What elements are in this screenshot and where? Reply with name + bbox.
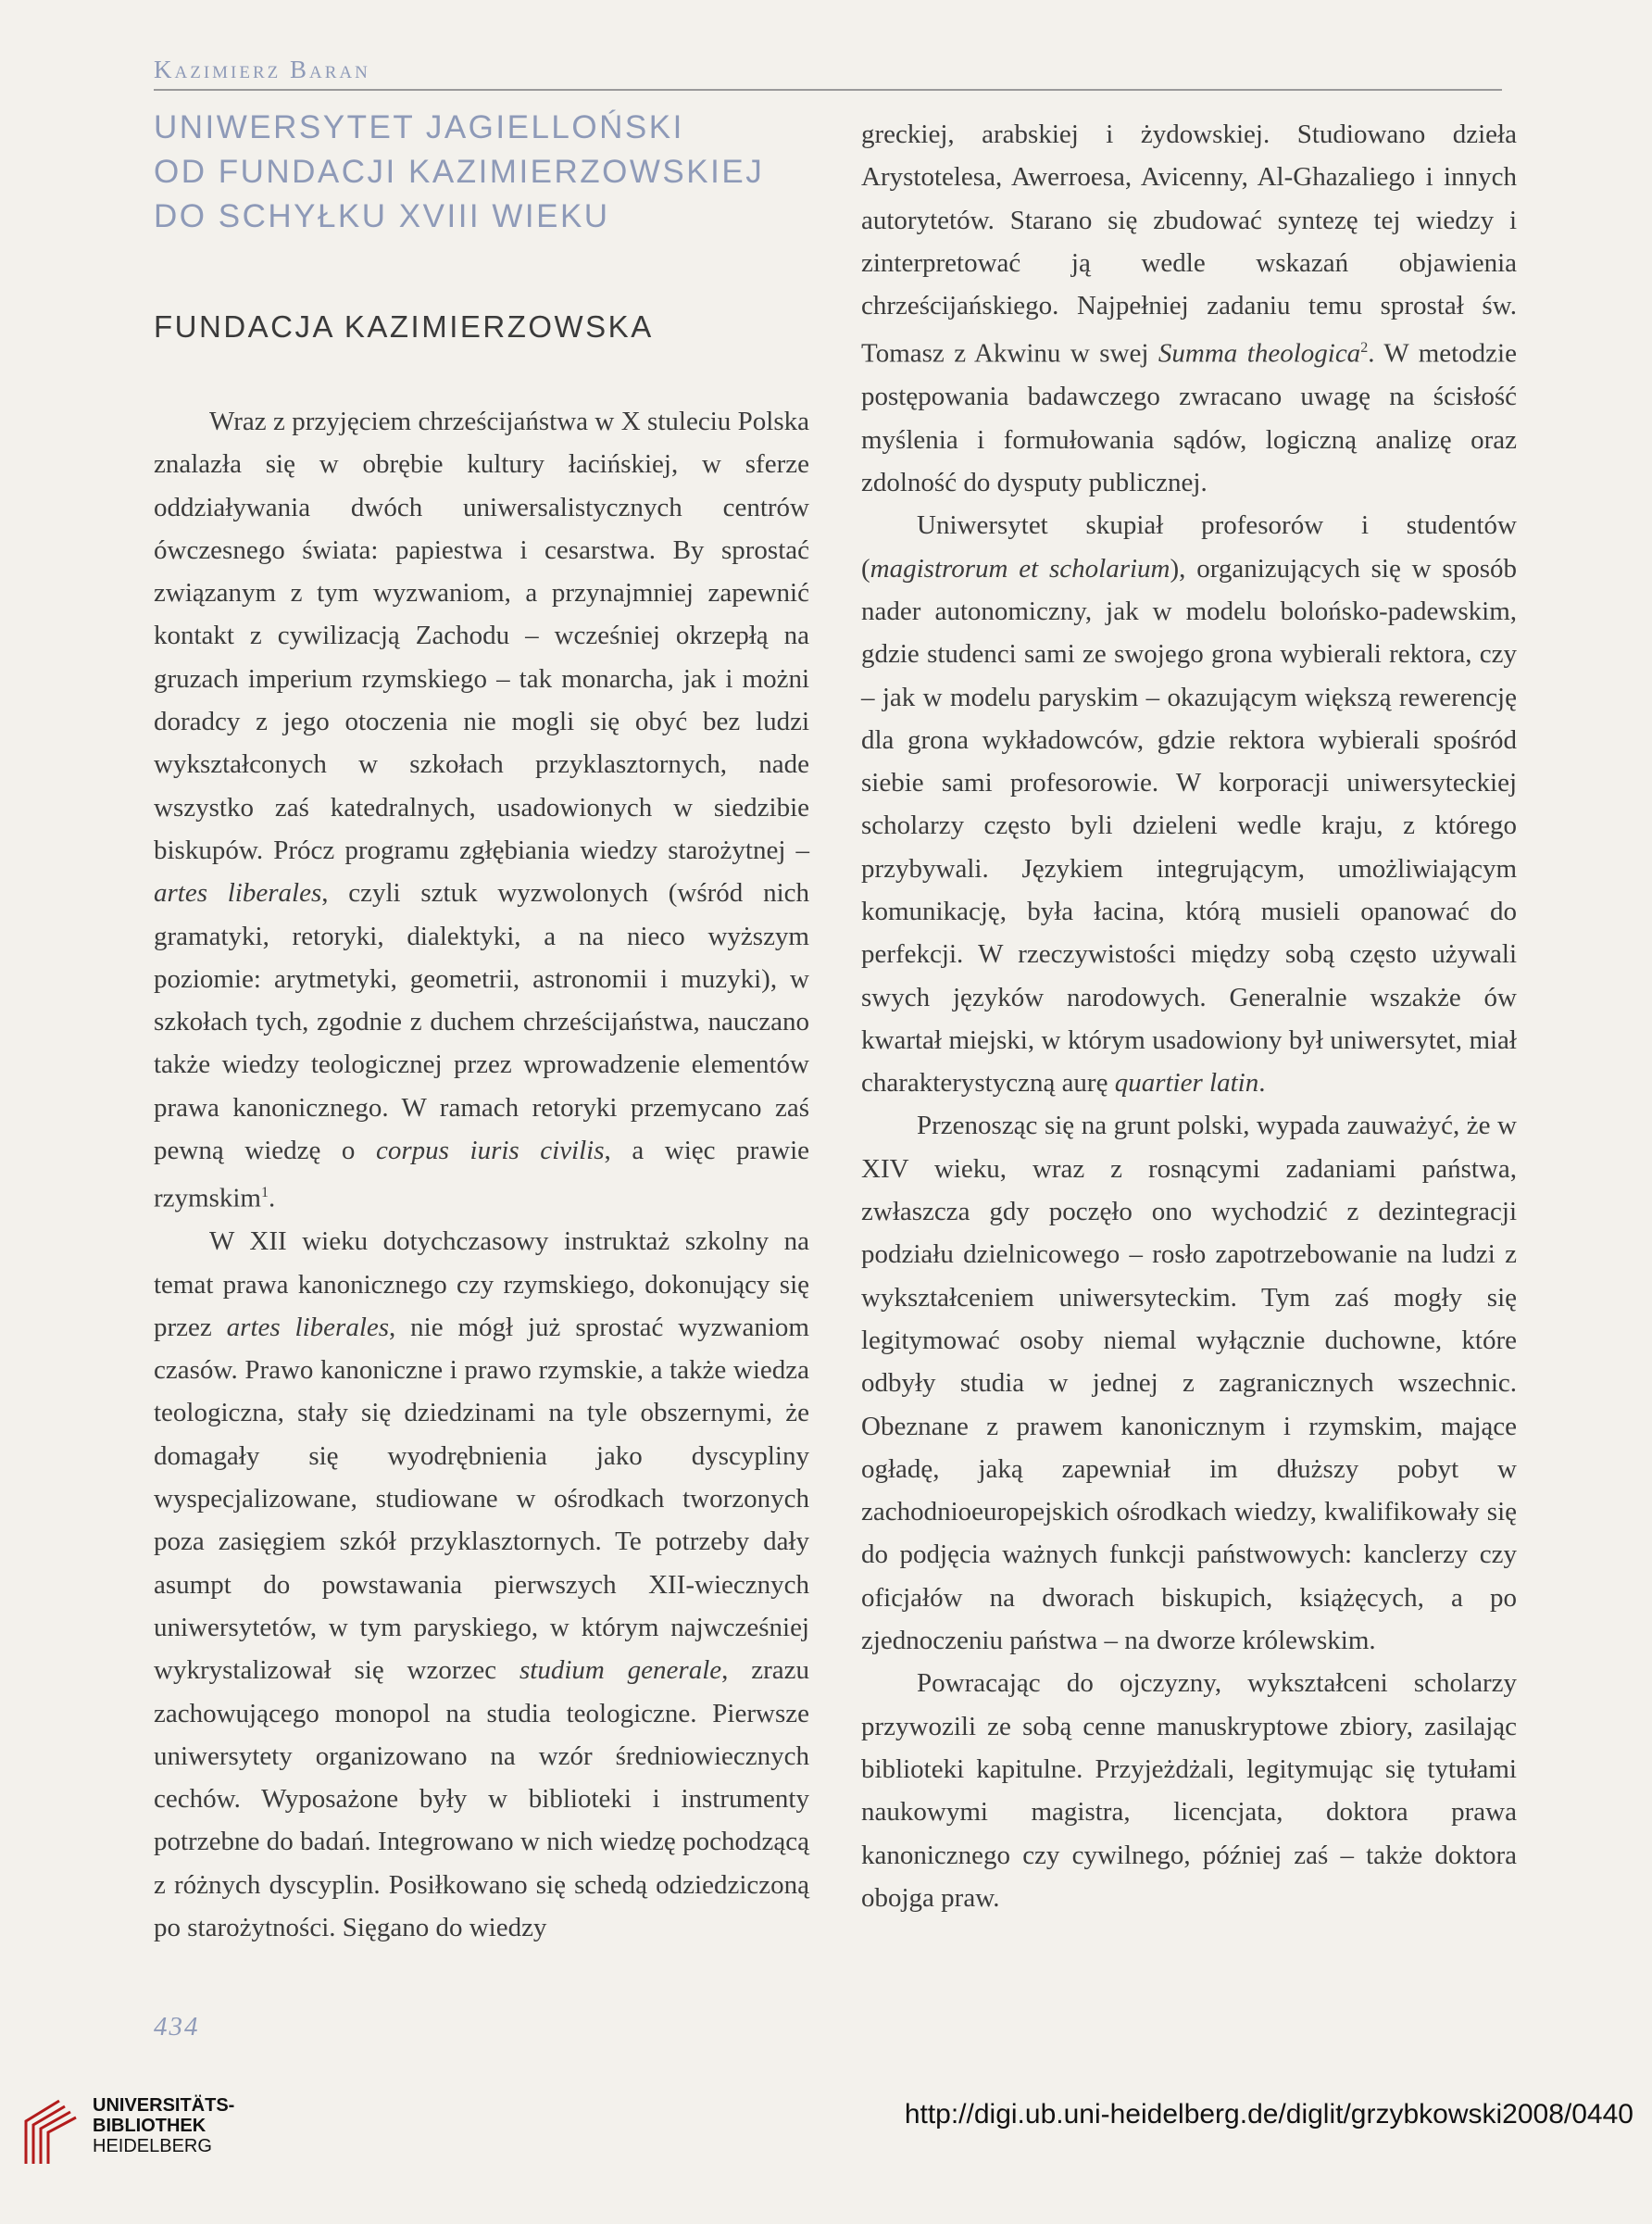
chapter-title bbox=[154, 98, 809, 239]
right-column bbox=[861, 98, 1517, 1919]
library-name bbox=[93, 2095, 234, 2156]
chapter-title-line: DO SCHYŁKU XVIII WIEKU bbox=[154, 198, 610, 234]
library-name-line: HEIDELBERG bbox=[93, 2136, 212, 2156]
running-head: Kazimierz Baran bbox=[154, 56, 370, 83]
paragraph: W XII wieku dotychczasowy instruktaż szkolny na temat prawa kanonicznego czy rzymskiego, dokonujący się przez artes liberales, nie mógł już sprostać wyzwaniom czasów. Prawo kanoniczne i prawo rzymskie, a także wiedza teologiczna, stały się dziedzinami na tyle obszernymi, że domagały się wyodrębnienia jako dyscypliny wyspecjalizowane, studiowane w ośrodkach tworzonych poza zasięgiem szkół przyklasztornych. Te potrzeby dały asumpt do powstawania pierwszych XII-wiecznych uniwersytetów, w tym paryskiego, w którym najwcześniej wykrystalizował się wzorzec studium generale, zrazu zachowującego monopol na studia teologiczne. Pierwsze uniwersytety organizowano na wzór średniowiecznych cechów. Wyposażone były w biblioteki i instrumenty potrzebne do badań. Integrowano w nich wiedzę pochodzącą z różnych dyscyplin. Posiłkowano się schedą odziedziczoną po starożytności. Sięgano do wiedzy bbox=[154, 1226, 809, 1943]
header-rule bbox=[154, 89, 1502, 91]
latin-term: studium generale bbox=[519, 1655, 722, 1686]
latin-term: artes liberales bbox=[226, 1312, 390, 1342]
footnote-ref: 2 bbox=[1360, 340, 1369, 357]
chapter-title-line: OD FUNDACJI KAZIMIERZOWSKIEJ bbox=[154, 154, 765, 190]
source-url[interactable]: http://digi.ub.uni-heidelberg.de/diglit/grzybkowski2008/0440 bbox=[904, 2099, 1633, 2130]
paragraph: Powracając do ojczyzny, wykształceni scholarzy przywozili ze sobą cenne manuskryptowe zbiory, zasilając biblioteki kapitulne. Przyjeżdżali, legitymując się tytułami naukowymi magistra, licencjata, doktora prawa kanonicznego czy cywilnego, później zaś – także doktora obojga praw. bbox=[861, 1668, 1517, 1913]
footnote-ref: 1 bbox=[261, 1185, 269, 1201]
library-logo-icon bbox=[19, 2095, 85, 2169]
page-number: 434 bbox=[154, 2012, 200, 2042]
chapter-title-line: UNIWERSYTET JAGIELLOŃSKI bbox=[154, 109, 684, 145]
latin-term: artes liberales bbox=[154, 878, 322, 909]
latin-term: quartier latin bbox=[1114, 1068, 1259, 1099]
paragraph: Wraz z przyjęciem chrześcijaństwa w X stuleciu Polska znalazła się w obrębie kultury łacińskiej, w sferze oddziaływania dwóch uniwersalistycznych centrów ówczesnego świata: papiestwa i cesarstwa. By sprostać związanym z tym wyzwaniom, a przynajmniej zapewnić kontakt z cywilizacją Zachodu – wcześniej okrzepłą na gruzach imperium rzymskiego – tak monarcha, jak i możni doradcy z jego otoczenia nie mogli się obyć bez ludzi wykształconych w szkołach przyklasztornych, nade wszystko zaś katedralnych, usadowionych w siedzibie biskupów. Prócz programu zgłębiania wiedzy starożytnej – artes liberales, czyli sztuk wyzwolonych (wśród nich gramatyki, retoryki, dialektyki, a na nieco wyższym poziomie: arytmetyki, geometrii, astronomii i muzyki), w szkołach tych, zgodnie z duchem chrześcijaństwa, nauczano także wiedzy teologicznej przez wprowadzenie elementów prawa kanonicznego. W ramach retoryki przemycano zaś pewną wiedzę o corpus iuris civilis, a więc prawie rzymskim$^1$. bbox=[154, 407, 809, 1213]
latin-term: Summa theologica bbox=[1158, 339, 1361, 370]
left-column bbox=[154, 98, 809, 1949]
paragraph: Uniwersytet skupiał profesorów i studentów (magistrorum et scholarium), organizujących się w sposób nader autonomiczny, jak w modelu bolońsko-padewskim, gdzie studenci sami ze swojego grona wybierali rektora, czy – jak w modelu paryskim – okazującym większą rewerencję dla grona wykładowców, gdzie rektora wybierali spośród siebie sami profesorowie. W korporacji uniwersyteckiej scholarzy często byli dzieleni wedle kraju, z którego przybywali. Językiem integrującym, umożliwiającym komunikację, była łacina, którą musieli opanować do perfekcji. W rzeczywistości między sobą często używali swych języków narodowych. Generalnie wszakże ów kwartał miejski, w którym usadowiony był uniwersytet, miał charakterystyczną aurę quartier latin. bbox=[861, 510, 1517, 1099]
library-name-line: UNIVERSITÄTS- bbox=[93, 2095, 235, 2116]
paragraph: greckiej, arabskiej i żydowskiej. Studiowano dzieła Arystotelesa, Awerroesa, Avicenny, Al-Ghazaliego i innych autorytetów. Starano się zbudować syntezę tej wiedzy i zinterpretować ją wedle wskazań objawienia chrześcijańskiego. Najpełniej zadaniu temu sprostał św. Tomasz z Akwinu w swej Summa theologica$^2$. W metodzie postępowania badawczego zwracano uwagę na ścisłość myślenia i formułowania sądów, logiczną analizę oraz zdolność do dysputy publicznej. bbox=[861, 119, 1517, 498]
section-title: FUNDACJA KAZIMIERZOWSKA bbox=[154, 309, 654, 344]
paragraph: Przenosząc się na grunt polski, wypada zauważyć, że w XIV wieku, wraz z rosnącymi zadaniami państwa, zwłaszcza gdy poczęło ono wychodzić z dezintegracji podziału dzielnicowego – rosło zapotrzebowanie na ludzi z wykształceniem uniwersyteckim. Tym zaś mogły się legitymować osoby niemal wyłącznie duchowne, które odbyły studia w jednej z zagranicznych wszechnic. Obeznane z prawem kanonicznym i rzymskim, mające ogładę, jaką zapewniał im dłuższy pobyt w zachodnioeuropejskich ośrodkach wiedzy, kwalifikowały się do podjęcia ważnych funkcji państwowych: kanclerzy czy oficjałów na dworach biskupich, książęcych, a po zjednoczeniu państwa – na dworze królewskim. bbox=[861, 1111, 1517, 1656]
latin-term: corpus iuris civilis bbox=[376, 1136, 605, 1166]
latin-term: magistrorum et scholarium bbox=[870, 553, 1170, 584]
library-name-line: BIBLIOTHEK bbox=[93, 2116, 206, 2136]
